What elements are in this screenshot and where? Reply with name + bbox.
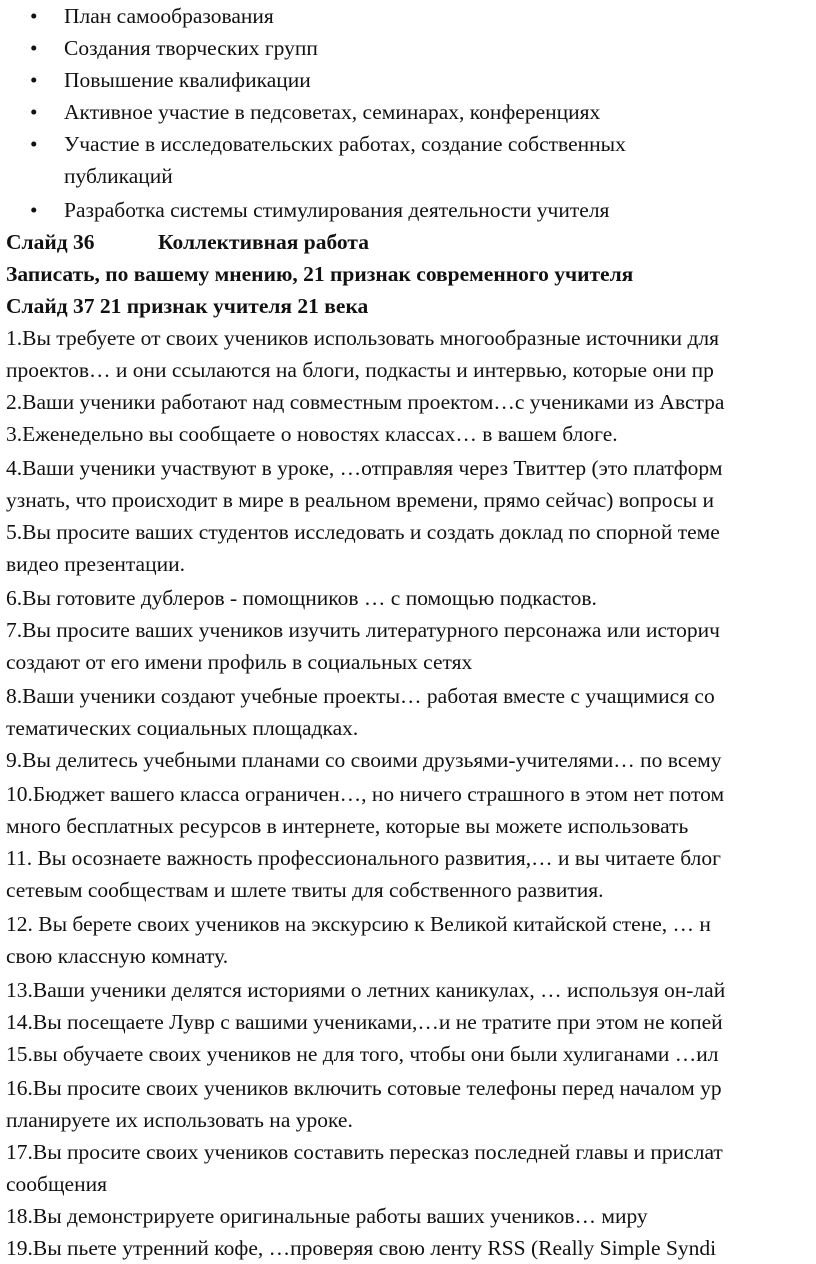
list-line: 12. Вы берете своих учеников на экскурсию к Великой китайской стене, … н: [6, 912, 711, 936]
slide-37-heading: Слайд 37 21 признак учителя 21 века: [6, 294, 369, 318]
list-line: 8.Ваши ученики создают учебные проекты… работая вместе с учащимися со: [6, 684, 715, 708]
bullet-item-qualification: Повышение квалификации: [64, 68, 311, 92]
list-line: 4.Ваши ученики участвуют в уроке, …отправляя через Твиттер (это платформ: [6, 456, 723, 480]
list-line: планируете их использовать на уроке.: [6, 1108, 353, 1132]
list-line: проектов… и они ссылаются на блоги, подкасты и интервью, которые они пр: [6, 358, 714, 382]
task-heading: Записать, по вашему мнению, 21 признак современного учителя: [6, 262, 634, 286]
list-line: 15.вы обучаете своих учеников не для того, чтобы они были хулиганами …ил: [6, 1042, 719, 1066]
list-line: видео презентации.: [6, 552, 185, 576]
bullet-marker: •: [30, 100, 38, 124]
bullet-item-incentive-system: Разработка системы стимулирования деятельности учителя: [64, 198, 610, 222]
bullet-marker: •: [30, 36, 38, 60]
list-line: узнать, что происходит в мире в реальном времени, прямо сейчас) вопросы и: [6, 488, 714, 512]
bullet-item-research-continued: публикаций: [64, 164, 173, 188]
bullet-item-research: Участие в исследовательских работах, создание собственных: [64, 132, 626, 156]
list-line: свою классную комнату.: [6, 944, 229, 968]
list-line: 14.Вы посещаете Лувр с вашими учениками,…и не тратите при этом не копей: [6, 1010, 723, 1034]
list-line: тематических социальных площадках.: [6, 716, 359, 740]
bullet-marker: •: [30, 4, 38, 28]
list-line: много бесплатных ресурсов в интернете, которые вы можете использовать: [6, 814, 689, 838]
bullet-item-active-participation: Активное участие в педсоветах, семинарах, конференциях: [64, 100, 601, 124]
bullet-marker: •: [30, 132, 38, 156]
list-line: 5.Вы просите ваших студентов исследовать и создать доклад по спорной теме: [6, 520, 720, 544]
list-line: 11. Вы осознаете важность профессионального развития,… и вы читаете блог: [6, 846, 721, 870]
list-line: 2.Ваши ученики работают над совместным проектом…с учениками из Австра: [6, 390, 725, 414]
slide-36-label: Слайд 36: [6, 230, 95, 254]
list-line: 17.Вы просите своих учеников составить пересказ последней главы и прислат: [6, 1140, 723, 1164]
bullet-marker: •: [30, 198, 38, 222]
list-line: 9.Вы делитесь учебными планами со своими друзьями-учителями… по всему: [6, 748, 722, 772]
list-line: 10.Бюджет вашего класса ограничен…, но ничего страшного в этом нет потом: [6, 782, 725, 806]
bullet-item-creative-groups: Создания творческих групп: [64, 36, 318, 60]
list-line: сообщения: [6, 1172, 107, 1196]
list-line: создают от его имени профиль в социальных сетях: [6, 650, 473, 674]
list-line: 16.Вы просите своих учеников включить сотовые телефоны перед началом ур: [6, 1076, 722, 1100]
list-line: 1.Вы требуете от своих учеников использовать многообразные источники для: [6, 326, 719, 350]
bullet-marker: •: [30, 68, 38, 92]
list-line: 3.Еженедельно вы сообщаете о новостях классах… в вашем блоге.: [6, 422, 618, 446]
slide-36-title: Коллективная работа: [158, 230, 369, 254]
list-line: 19.Вы пьете утренний кофе, …проверяя свою ленту RSS (Really Simple Syndi: [6, 1236, 717, 1260]
list-line: 6.Вы готовите дублеров - помощников … с помощью подкастов.: [6, 586, 597, 610]
list-line: 13.Ваши ученики делятся историями о летних каникулах, … используя он-лай: [6, 978, 726, 1002]
list-line: сетевым сообществам и шлете твиты для собственного развития.: [6, 878, 604, 902]
bullet-item-self-education: План самообразования: [64, 4, 274, 28]
list-line: 7.Вы просите ваших учеников изучить литературного персонажа или историч: [6, 618, 720, 642]
list-line: 18.Вы демонстрируете оригинальные работы ваших учеников… миру: [6, 1204, 648, 1228]
